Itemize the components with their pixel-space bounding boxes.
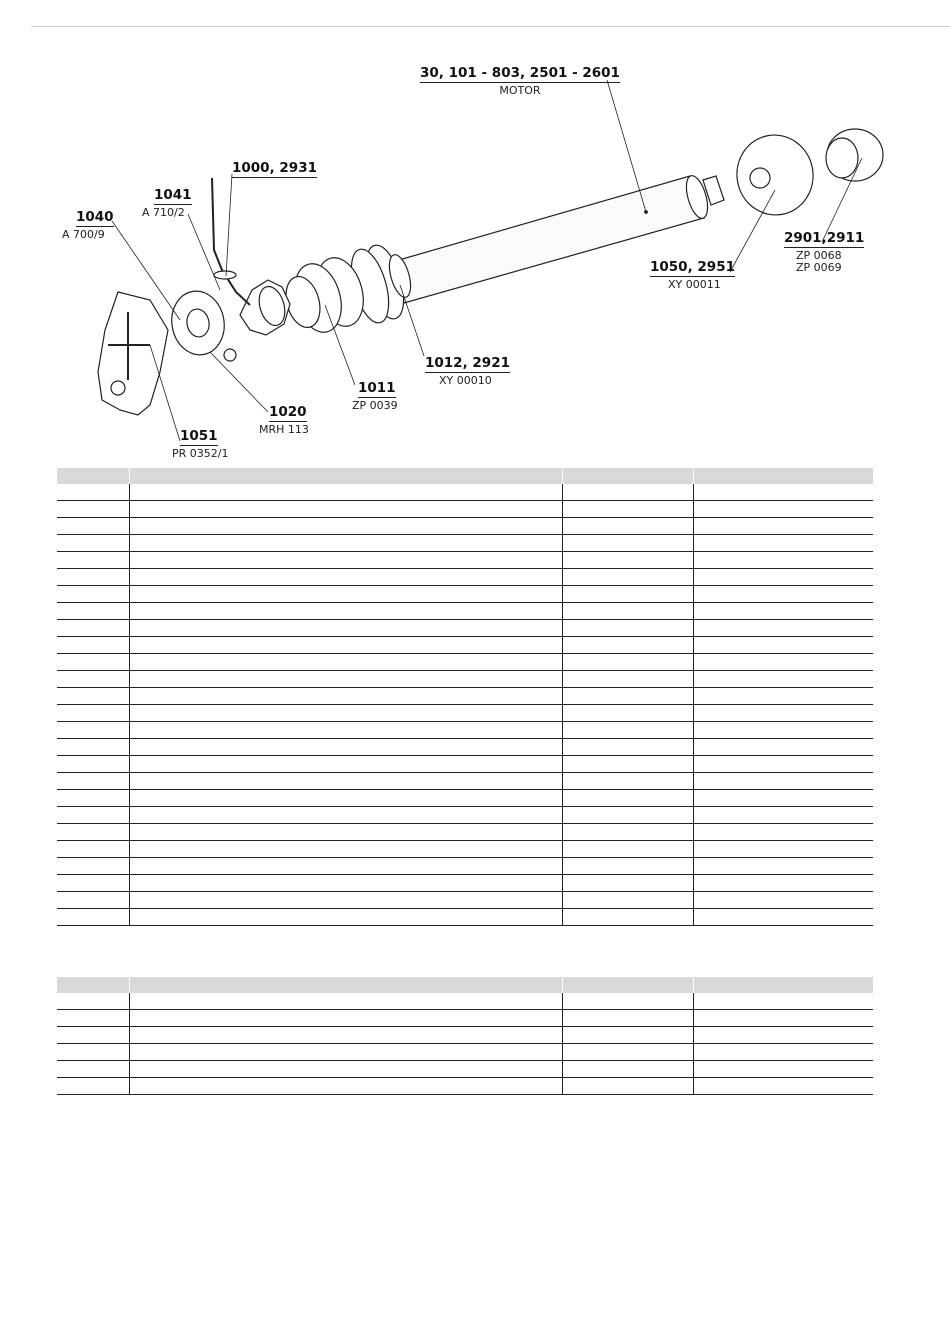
table-cell xyxy=(562,722,693,739)
table-cell xyxy=(57,518,129,535)
table-row xyxy=(57,807,873,824)
table-cell xyxy=(562,790,693,807)
table-cell xyxy=(562,603,693,620)
table-cell xyxy=(562,739,693,756)
table-cell xyxy=(693,586,873,603)
table-cell xyxy=(562,654,693,671)
table-cell xyxy=(562,688,693,705)
table-cell xyxy=(57,909,129,926)
table-cell xyxy=(562,1061,693,1078)
table-cell xyxy=(129,637,562,654)
table-cell xyxy=(129,756,562,773)
table-cell xyxy=(693,518,873,535)
table-cell xyxy=(57,1061,129,1078)
table-cell xyxy=(57,501,129,518)
table-cell xyxy=(129,1078,562,1095)
callout-1041 xyxy=(142,185,192,219)
table-cell xyxy=(57,569,129,586)
table-cell xyxy=(57,671,129,688)
table-cell xyxy=(129,1044,562,1061)
table-cell xyxy=(57,790,129,807)
callout-1012 xyxy=(425,353,510,387)
table-cell xyxy=(129,603,562,620)
table-cell xyxy=(57,620,129,637)
table-row xyxy=(57,518,873,535)
table-cell xyxy=(693,773,873,790)
table-cell xyxy=(129,909,562,926)
table-row xyxy=(57,552,873,569)
table-cell xyxy=(693,1061,873,1078)
table-row xyxy=(57,824,873,841)
table-row xyxy=(57,1061,873,1078)
table-cell xyxy=(129,518,562,535)
table-cell xyxy=(57,1010,129,1027)
table-cell xyxy=(562,620,693,637)
table-cell xyxy=(57,688,129,705)
callout-number: 30, 101 - 803, 2501 - 2601 xyxy=(420,65,620,81)
table-row xyxy=(57,1010,873,1027)
table-row xyxy=(57,1078,873,1095)
table-row xyxy=(57,790,873,807)
table-cell xyxy=(57,739,129,756)
table-cell xyxy=(693,1010,873,1027)
table-row xyxy=(57,620,873,637)
callout-1011 xyxy=(352,378,398,412)
table-cell xyxy=(693,501,873,518)
table-cell xyxy=(693,552,873,569)
table-cell xyxy=(129,620,562,637)
table-cell xyxy=(562,858,693,875)
table-cell xyxy=(57,603,129,620)
table-cell xyxy=(129,705,562,722)
table-header-row xyxy=(57,468,873,484)
table-cell xyxy=(129,739,562,756)
callout-code: A 710/2 xyxy=(142,205,185,219)
table-cell xyxy=(693,739,873,756)
table-cell xyxy=(562,773,693,790)
table-row xyxy=(57,484,873,501)
callout-motor xyxy=(420,63,620,97)
table-cell xyxy=(57,722,129,739)
table-cell xyxy=(693,790,873,807)
table-row xyxy=(57,1027,873,1044)
table-cell xyxy=(57,824,129,841)
table-row xyxy=(57,569,873,586)
table-cell xyxy=(129,824,562,841)
table-cell xyxy=(129,671,562,688)
callout-number: 1011 xyxy=(358,380,396,396)
table-cell xyxy=(562,909,693,926)
table-cell xyxy=(57,1078,129,1095)
table-cell xyxy=(693,756,873,773)
table-row xyxy=(57,688,873,705)
table-cell xyxy=(129,773,562,790)
table-row xyxy=(57,892,873,909)
table-cell xyxy=(693,688,873,705)
callout-number: 2901,2911 xyxy=(784,230,865,246)
table-cell xyxy=(562,892,693,909)
table-cell xyxy=(57,654,129,671)
table-row xyxy=(57,654,873,671)
callout-2901 xyxy=(784,228,864,274)
table-cell xyxy=(693,1027,873,1044)
table-cell xyxy=(129,586,562,603)
table-cell xyxy=(57,484,129,501)
parts-table-2 xyxy=(57,977,873,1095)
table-cell xyxy=(693,1044,873,1061)
table-row xyxy=(57,773,873,790)
table-row xyxy=(57,875,873,892)
table-cell xyxy=(129,501,562,518)
table-row xyxy=(57,1044,873,1061)
table-cell xyxy=(693,722,873,739)
callout-1040 xyxy=(62,207,114,241)
table-cell xyxy=(57,841,129,858)
table-cell xyxy=(693,654,873,671)
table-cell xyxy=(562,535,693,552)
table-cell xyxy=(562,824,693,841)
table-cell xyxy=(129,535,562,552)
table-cell xyxy=(129,722,562,739)
table-cell xyxy=(129,892,562,909)
table-cell xyxy=(562,993,693,1010)
table-cell xyxy=(129,1061,562,1078)
table-cell xyxy=(562,569,693,586)
table-row xyxy=(57,993,873,1010)
table-cell xyxy=(129,484,562,501)
table-cell xyxy=(562,586,693,603)
table-cell xyxy=(693,535,873,552)
table-cell xyxy=(57,756,129,773)
callout-code: ZP 0039 xyxy=(352,398,398,412)
callout-number: 1000, 2931 xyxy=(232,160,317,176)
table-cell xyxy=(57,858,129,875)
table-cell xyxy=(562,501,693,518)
table-cell xyxy=(57,1027,129,1044)
table-cell xyxy=(562,518,693,535)
table-row xyxy=(57,909,873,926)
table-cell xyxy=(562,1044,693,1061)
table-cell xyxy=(57,705,129,722)
table-cell xyxy=(693,603,873,620)
table-cell xyxy=(562,875,693,892)
callout-number: 1040 xyxy=(76,209,114,225)
table-cell xyxy=(693,484,873,501)
table-cell xyxy=(693,824,873,841)
table-cell xyxy=(693,892,873,909)
table-cell xyxy=(57,637,129,654)
table-cell xyxy=(562,637,693,654)
parts-table-1 xyxy=(57,468,873,926)
table-cell xyxy=(562,671,693,688)
table-cell xyxy=(129,1027,562,1044)
table-cell xyxy=(129,688,562,705)
callout-code: XY 00011 xyxy=(668,277,721,291)
table-cell xyxy=(562,1010,693,1027)
table-cell xyxy=(693,1078,873,1095)
table-cell xyxy=(562,552,693,569)
callout-1051 xyxy=(172,426,229,460)
table-cell xyxy=(57,1044,129,1061)
table-row xyxy=(57,586,873,603)
table-cell xyxy=(57,892,129,909)
table-cell xyxy=(693,671,873,688)
table-cell xyxy=(57,552,129,569)
table-cell xyxy=(693,875,873,892)
table-cell xyxy=(562,1027,693,1044)
table-cell xyxy=(562,841,693,858)
table-cell xyxy=(693,993,873,1010)
table-cell xyxy=(693,807,873,824)
callout-number: 1020 xyxy=(269,404,307,420)
table-cell xyxy=(57,535,129,552)
table-row xyxy=(57,501,873,518)
table-cell xyxy=(57,586,129,603)
table-row xyxy=(57,603,873,620)
callout-number: 1051 xyxy=(180,428,218,444)
table-cell xyxy=(129,875,562,892)
table-cell xyxy=(129,1010,562,1027)
table-row xyxy=(57,705,873,722)
table-row xyxy=(57,858,873,875)
table-cell xyxy=(562,1078,693,1095)
table-cell xyxy=(693,637,873,654)
table-cell xyxy=(129,858,562,875)
table-cell xyxy=(129,552,562,569)
table-cell xyxy=(57,875,129,892)
callout-code: MRH 113 xyxy=(259,422,309,436)
table-row xyxy=(57,841,873,858)
callout-1000 xyxy=(232,158,317,178)
table-cell xyxy=(693,858,873,875)
table-cell xyxy=(693,620,873,637)
callout-code-2: ZP 0069 xyxy=(796,260,842,274)
table-row xyxy=(57,637,873,654)
table-row xyxy=(57,671,873,688)
table-cell xyxy=(562,756,693,773)
table-cell xyxy=(129,790,562,807)
table-cell xyxy=(693,569,873,586)
callout-code: A 700/9 xyxy=(62,227,105,241)
callout-number: 1050, 2951 xyxy=(650,259,735,275)
table-cell xyxy=(562,484,693,501)
table-header-row xyxy=(57,977,873,993)
table-row xyxy=(57,739,873,756)
table-cell xyxy=(562,807,693,824)
callout-code: PR 0352/1 xyxy=(172,446,229,460)
callout-1020 xyxy=(259,402,309,436)
table-cell xyxy=(693,909,873,926)
callout-code: MOTOR xyxy=(499,83,541,97)
table-cell xyxy=(57,993,129,1010)
table-cell xyxy=(693,705,873,722)
table-row xyxy=(57,756,873,773)
table-cell xyxy=(129,569,562,586)
table-cell xyxy=(129,654,562,671)
table-cell xyxy=(562,705,693,722)
table-row xyxy=(57,535,873,552)
table-row xyxy=(57,722,873,739)
table-cell xyxy=(57,773,129,790)
callout-1050 xyxy=(650,257,735,291)
callout-number: 1041 xyxy=(154,187,192,203)
callout-code: XY 00010 xyxy=(439,373,492,387)
table-cell xyxy=(129,993,562,1010)
callout-code: ZP 0068 xyxy=(796,248,842,262)
table-cell xyxy=(129,841,562,858)
callout-number: 1012, 2921 xyxy=(425,355,510,371)
table-cell xyxy=(57,807,129,824)
table-cell xyxy=(129,807,562,824)
table-cell xyxy=(693,841,873,858)
